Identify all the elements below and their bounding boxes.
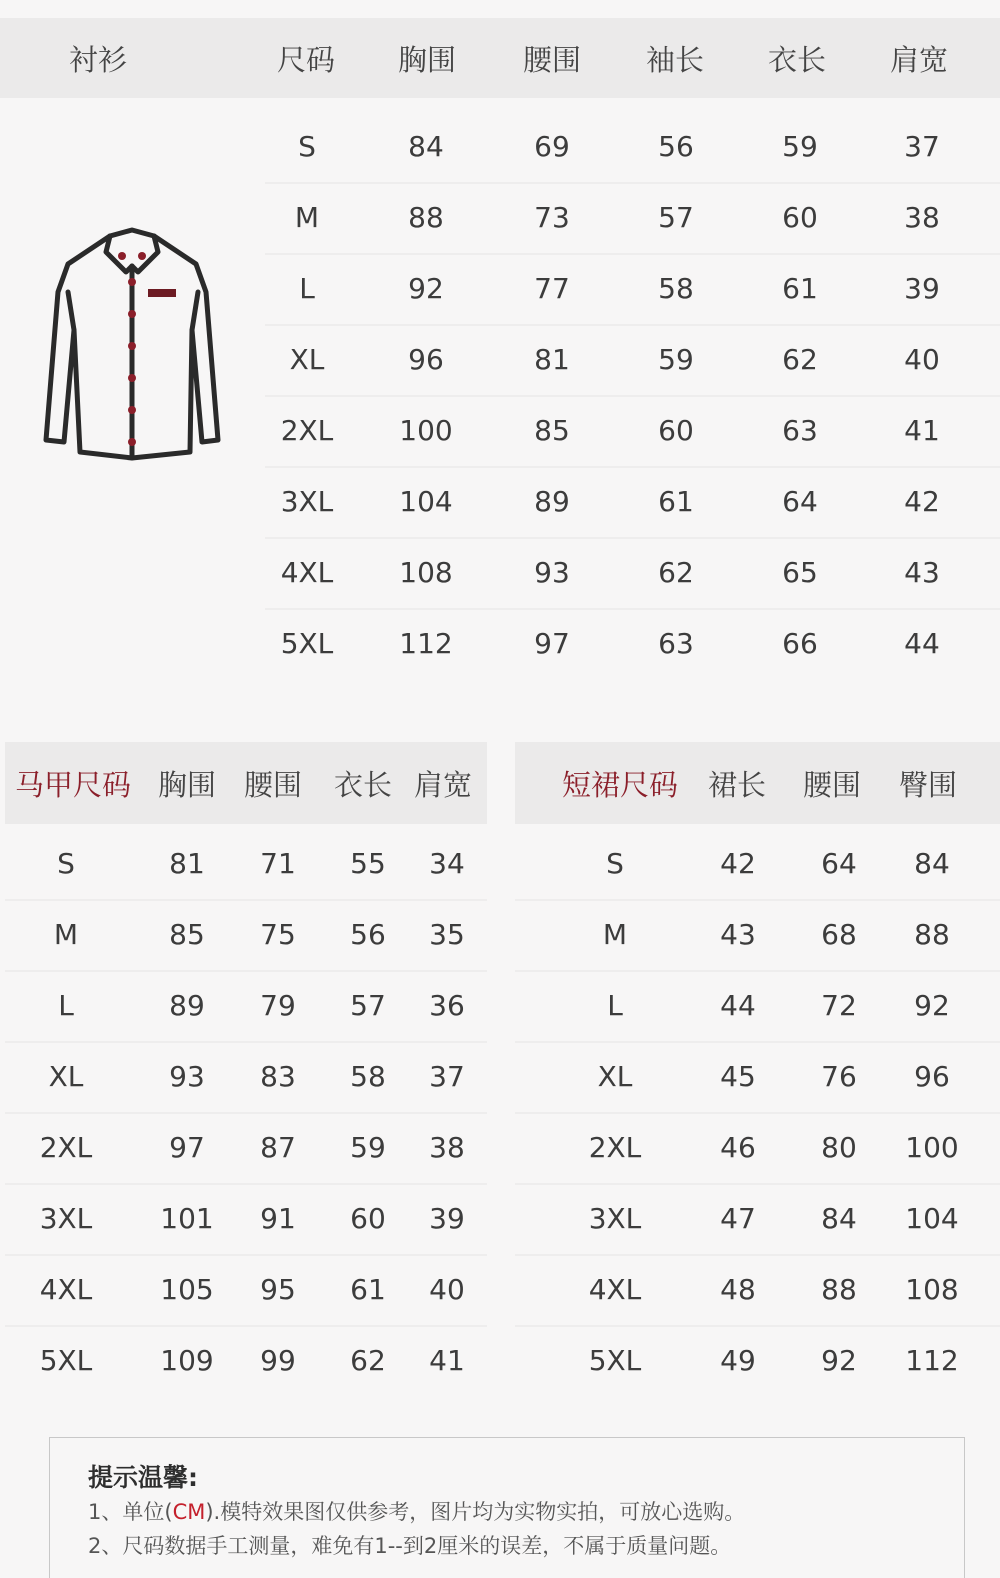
- vest-table-header: [5, 742, 487, 824]
- skirt-cell: 4XL: [588, 1272, 642, 1306]
- vest-cell: 57: [350, 988, 386, 1022]
- vest-cell: 75: [260, 917, 296, 951]
- skirt-cell: 44: [720, 988, 756, 1022]
- vest-header-1: 胸围: [157, 767, 216, 802]
- row-divider: [515, 899, 1000, 901]
- vest-cell: 83: [260, 1059, 296, 1093]
- shirt-cell: 63: [782, 413, 818, 447]
- row-divider: [515, 1325, 1000, 1327]
- skirt-cell: 80: [821, 1130, 857, 1164]
- skirt-cell: M: [602, 917, 628, 951]
- skirt-cell: 88: [914, 917, 950, 951]
- row-divider: [5, 1325, 487, 1327]
- shirt-cell: 64: [782, 484, 818, 518]
- notice-line-1-prefix: 1、单位(: [88, 1500, 173, 1524]
- vest-cell: L: [58, 988, 74, 1022]
- shirt-cell: 77: [534, 271, 570, 305]
- vest-cell: 60: [350, 1201, 386, 1235]
- shirt-cell: 112: [399, 626, 453, 660]
- vest-cell: 71: [260, 846, 296, 880]
- skirt-cell: XL: [597, 1059, 633, 1093]
- shirt-header-0: 衬衫: [68, 42, 127, 77]
- shirt-cell: 66: [782, 626, 818, 660]
- skirt-header-0: 短裙尺码: [561, 767, 678, 802]
- skirt-cell: 42: [720, 846, 756, 880]
- vest-cell: 39: [429, 1201, 465, 1235]
- row-divider: [5, 1183, 487, 1185]
- shirt-cell: S: [298, 129, 316, 163]
- shirt-cell: 96: [408, 342, 444, 376]
- vest-cell: 35: [429, 917, 465, 951]
- skirt-cell: 92: [821, 1343, 857, 1377]
- skirt-cell: 76: [821, 1059, 857, 1093]
- skirt-cell: 64: [821, 846, 857, 880]
- shirt-cell: 3XL: [280, 484, 334, 518]
- shirt-icon: [40, 222, 225, 462]
- row-divider: [5, 1041, 487, 1043]
- notice-line-1: [88, 1496, 745, 1526]
- shirt-cell: 62: [782, 342, 818, 376]
- skirt-header-2: 腰围: [802, 767, 861, 802]
- skirt-cell: 2XL: [588, 1130, 642, 1164]
- skirt-table-header: [515, 742, 1000, 824]
- shirt-cell: 89: [534, 484, 570, 518]
- vest-cell: 37: [429, 1059, 465, 1093]
- shirt-cell: 40: [904, 342, 940, 376]
- vest-cell: 87: [260, 1130, 296, 1164]
- notice-line-1-suffix: ).模特效果图仅供参考，图片均为实物实拍，可放心选购。: [205, 1500, 746, 1524]
- vest-header-3: 衣长: [333, 767, 392, 802]
- unit-label: CM: [172, 1500, 206, 1524]
- shirt-cell: 61: [658, 484, 694, 518]
- skirt-cell: 3XL: [588, 1201, 642, 1235]
- skirt-cell: 84: [914, 846, 950, 880]
- skirt-cell: 104: [905, 1201, 959, 1235]
- shirt-cell: 73: [534, 200, 570, 234]
- shirt-cell: M: [294, 200, 320, 234]
- shirt-cell: 92: [408, 271, 444, 305]
- shirt-cell: 81: [534, 342, 570, 376]
- shirt-cell: 59: [782, 129, 818, 163]
- shirt-header-5: 衣长: [767, 42, 826, 77]
- shirt-header-6: 肩宽: [889, 42, 948, 77]
- shirt-cell: 38: [904, 200, 940, 234]
- shirt-cell: 84: [408, 129, 444, 163]
- shirt-cell: 57: [658, 200, 694, 234]
- skirt-cell: 49: [720, 1343, 756, 1377]
- row-divider: [265, 537, 1000, 539]
- shirt-header-1: 尺码: [276, 42, 335, 77]
- notice-title: 提示温馨:: [88, 1463, 198, 1492]
- shirt-table-header: [0, 18, 1000, 98]
- vest-cell: 93: [169, 1059, 205, 1093]
- shirt-header-2: 胸围: [397, 42, 456, 77]
- notice-box: [49, 1437, 965, 1578]
- skirt-cell: S: [606, 846, 624, 880]
- row-divider: [265, 253, 1000, 255]
- row-divider: [265, 182, 1000, 184]
- vest-cell: 81: [169, 846, 205, 880]
- vest-cell: 2XL: [39, 1130, 93, 1164]
- shirt-cell: 104: [399, 484, 453, 518]
- vest-cell: 109: [160, 1343, 214, 1377]
- skirt-cell: 45: [720, 1059, 756, 1093]
- skirt-cell: 96: [914, 1059, 950, 1093]
- skirt-cell: 100: [905, 1130, 959, 1164]
- vest-cell: 56: [350, 917, 386, 951]
- vest-cell: 4XL: [39, 1272, 93, 1306]
- vest-cell: 5XL: [39, 1343, 93, 1377]
- vest-cell: 99: [260, 1343, 296, 1377]
- shirt-cell: XL: [289, 342, 325, 376]
- shirt-cell: 93: [534, 555, 570, 589]
- row-divider: [515, 1041, 1000, 1043]
- shirt-header-3: 腰围: [522, 42, 581, 77]
- vest-cell: 40: [429, 1272, 465, 1306]
- shirt-cell: 56: [658, 129, 694, 163]
- row-divider: [265, 466, 1000, 468]
- vest-cell: 58: [350, 1059, 386, 1093]
- skirt-cell: 43: [720, 917, 756, 951]
- row-divider: [515, 970, 1000, 972]
- shirt-cell: 2XL: [280, 413, 334, 447]
- row-divider: [515, 1183, 1000, 1185]
- shirt-cell: 37: [904, 129, 940, 163]
- vest-cell: 62: [350, 1343, 386, 1377]
- shirt-cell: 58: [658, 271, 694, 305]
- shirt-cell: 108: [399, 555, 453, 589]
- shirt-cell: 62: [658, 555, 694, 589]
- vest-cell: 79: [260, 988, 296, 1022]
- vest-cell: 59: [350, 1130, 386, 1164]
- skirt-header-3: 臀围: [898, 767, 957, 802]
- vest-cell: 91: [260, 1201, 296, 1235]
- shirt-cell: 41: [904, 413, 940, 447]
- shirt-cell: 63: [658, 626, 694, 660]
- shirt-cell: 60: [658, 413, 694, 447]
- skirt-cell: 48: [720, 1272, 756, 1306]
- vest-cell: XL: [48, 1059, 84, 1093]
- skirt-cell: 84: [821, 1201, 857, 1235]
- shirt-cell: 65: [782, 555, 818, 589]
- skirt-cell: 92: [914, 988, 950, 1022]
- skirt-cell: 46: [720, 1130, 756, 1164]
- vest-cell: 97: [169, 1130, 205, 1164]
- vest-cell: 95: [260, 1272, 296, 1306]
- vest-cell: M: [53, 917, 79, 951]
- skirt-cell: 112: [905, 1343, 959, 1377]
- skirt-cell: L: [607, 988, 623, 1022]
- row-divider: [5, 1112, 487, 1114]
- shirt-cell: 97: [534, 626, 570, 660]
- row-divider: [5, 970, 487, 972]
- vest-header-2: 腰围: [243, 767, 302, 802]
- vest-cell: 89: [169, 988, 205, 1022]
- shirt-cell: L: [299, 271, 315, 305]
- vest-cell: 41: [429, 1343, 465, 1377]
- shirt-cell: 61: [782, 271, 818, 305]
- shirt-cell: 88: [408, 200, 444, 234]
- vest-cell: 85: [169, 917, 205, 951]
- vest-cell: S: [57, 846, 75, 880]
- shirt-header-4: 袖长: [645, 42, 704, 77]
- skirt-cell: 5XL: [588, 1343, 642, 1377]
- shirt-cell: 5XL: [280, 626, 334, 660]
- shirt-cell: 39: [904, 271, 940, 305]
- row-divider: [5, 899, 487, 901]
- row-divider: [515, 1112, 1000, 1114]
- shirt-cell: 59: [658, 342, 694, 376]
- row-divider: [265, 608, 1000, 610]
- vest-cell: 61: [350, 1272, 386, 1306]
- vest-header-0: 马甲尺码: [14, 767, 131, 802]
- skirt-cell: 72: [821, 988, 857, 1022]
- vest-header-4: 肩宽: [413, 767, 472, 802]
- skirt-cell: 68: [821, 917, 857, 951]
- shirt-cell: 69: [534, 129, 570, 163]
- shirt-cell: 42: [904, 484, 940, 518]
- vest-cell: 55: [350, 846, 386, 880]
- vest-cell: 101: [160, 1201, 214, 1235]
- skirt-cell: 47: [720, 1201, 756, 1235]
- skirt-cell: 108: [905, 1272, 959, 1306]
- shirt-cell: 60: [782, 200, 818, 234]
- shirt-cell: 100: [399, 413, 453, 447]
- shirt-cell: 4XL: [280, 555, 334, 589]
- skirt-header-1: 裙长: [707, 767, 766, 802]
- row-divider: [5, 1254, 487, 1256]
- vest-cell: 105: [160, 1272, 214, 1306]
- shirt-cell: 85: [534, 413, 570, 447]
- vest-cell: 38: [429, 1130, 465, 1164]
- shirt-cell: 43: [904, 555, 940, 589]
- vest-cell: 3XL: [39, 1201, 93, 1235]
- skirt-cell: 88: [821, 1272, 857, 1306]
- row-divider: [515, 1254, 1000, 1256]
- row-divider: [265, 395, 1000, 397]
- vest-cell: 34: [429, 846, 465, 880]
- notice-line-2: 2、尺码数据手工测量，难免有1--到2厘米的误差，不属于质量问题。: [88, 1534, 732, 1558]
- shirt-cell: 44: [904, 626, 940, 660]
- row-divider: [265, 324, 1000, 326]
- vest-cell: 36: [429, 988, 465, 1022]
